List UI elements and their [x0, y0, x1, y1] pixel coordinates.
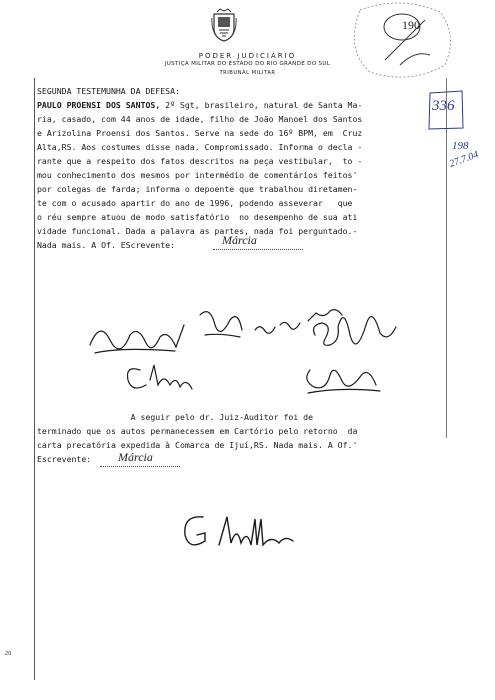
clerk-signature-2: Márcia — [118, 450, 153, 464]
text-line-10: vidade funcional. Dada a palavra as partes, nada foi perguntado.- — [37, 226, 358, 236]
text-line-4: Alta,RS. Aos costumes disse nada. Compromissado. Informa o decla - — [37, 142, 363, 152]
left-margin-rule — [34, 78, 35, 680]
text-line-7: por colegas de farda; informa o depoente que trabalhou diretamen- — [37, 184, 358, 194]
header-court: JUSTIÇA MILITAR DO ESTADO DO RIO GRANDE DO SUL — [164, 61, 331, 67]
text-line-5: rante que a respeito dos fatos descritos na peça vestibular, to - — [37, 156, 363, 166]
stamp-number: 190 — [402, 18, 420, 32]
margin-date-number: 198 — [452, 140, 469, 152]
text-line-1 — [37, 100, 362, 110]
text-line-6: mou conhecimento dos mesmos por intermédio de comentários feitos' — [37, 170, 358, 180]
text-line-2: ria, casado, com 44 anos de idade, filho de João Manoel dos Santos — [37, 114, 363, 124]
page-marker: 20 — [5, 651, 12, 657]
text-line-9: o réu sempre atuou de modo satisfatório no desempenho de sua ati — [37, 212, 358, 222]
signatures-block — [80, 285, 430, 405]
text-line-11: Nada mais. A Of. EScrevente: — [37, 240, 176, 250]
margin-date: 27.7.04 — [448, 149, 480, 170]
text-line-1-rest: 2º Sgt, brasileiro, natural de Santa Ma- — [160, 100, 363, 110]
judge-signature — [175, 505, 305, 555]
header-institution: PODER JUDICIÁRIO — [198, 52, 297, 60]
determination-line-2: terminado que os autos permanecessem em Cartório pelo retorno da — [37, 426, 358, 436]
page-stamp — [340, 0, 460, 85]
determination-line-4: Escrevente: — [37, 454, 92, 464]
margin-page-number: 336 — [432, 98, 455, 114]
text-line-8: te com o acusado apartir do ano de 1996, podendo asseverar que — [37, 198, 353, 208]
coat-of-arms-icon — [211, 8, 237, 42]
witness-name: PAULO PROENSI DOS SANTOS, — [37, 100, 161, 110]
clerk-signature-1: Márcia — [222, 233, 257, 247]
determination-line-1: A seguir pelo dr. Juiz-Auditor foi de — [37, 412, 314, 422]
header-tribunal: TRIBUNAL MILITAR — [219, 70, 276, 76]
text-line-3: e Arizolina Proensi dos Santos. Serve na sede do 16º BPM, em Cruz — [37, 128, 363, 138]
determination-line-3: carta precatória expedida à Comarca de Ijuí,RS. Nada mais. A Of.' — [37, 440, 358, 450]
section-title: SEGUNDA TESTEMUNHA DA DEFESA: — [37, 86, 180, 96]
